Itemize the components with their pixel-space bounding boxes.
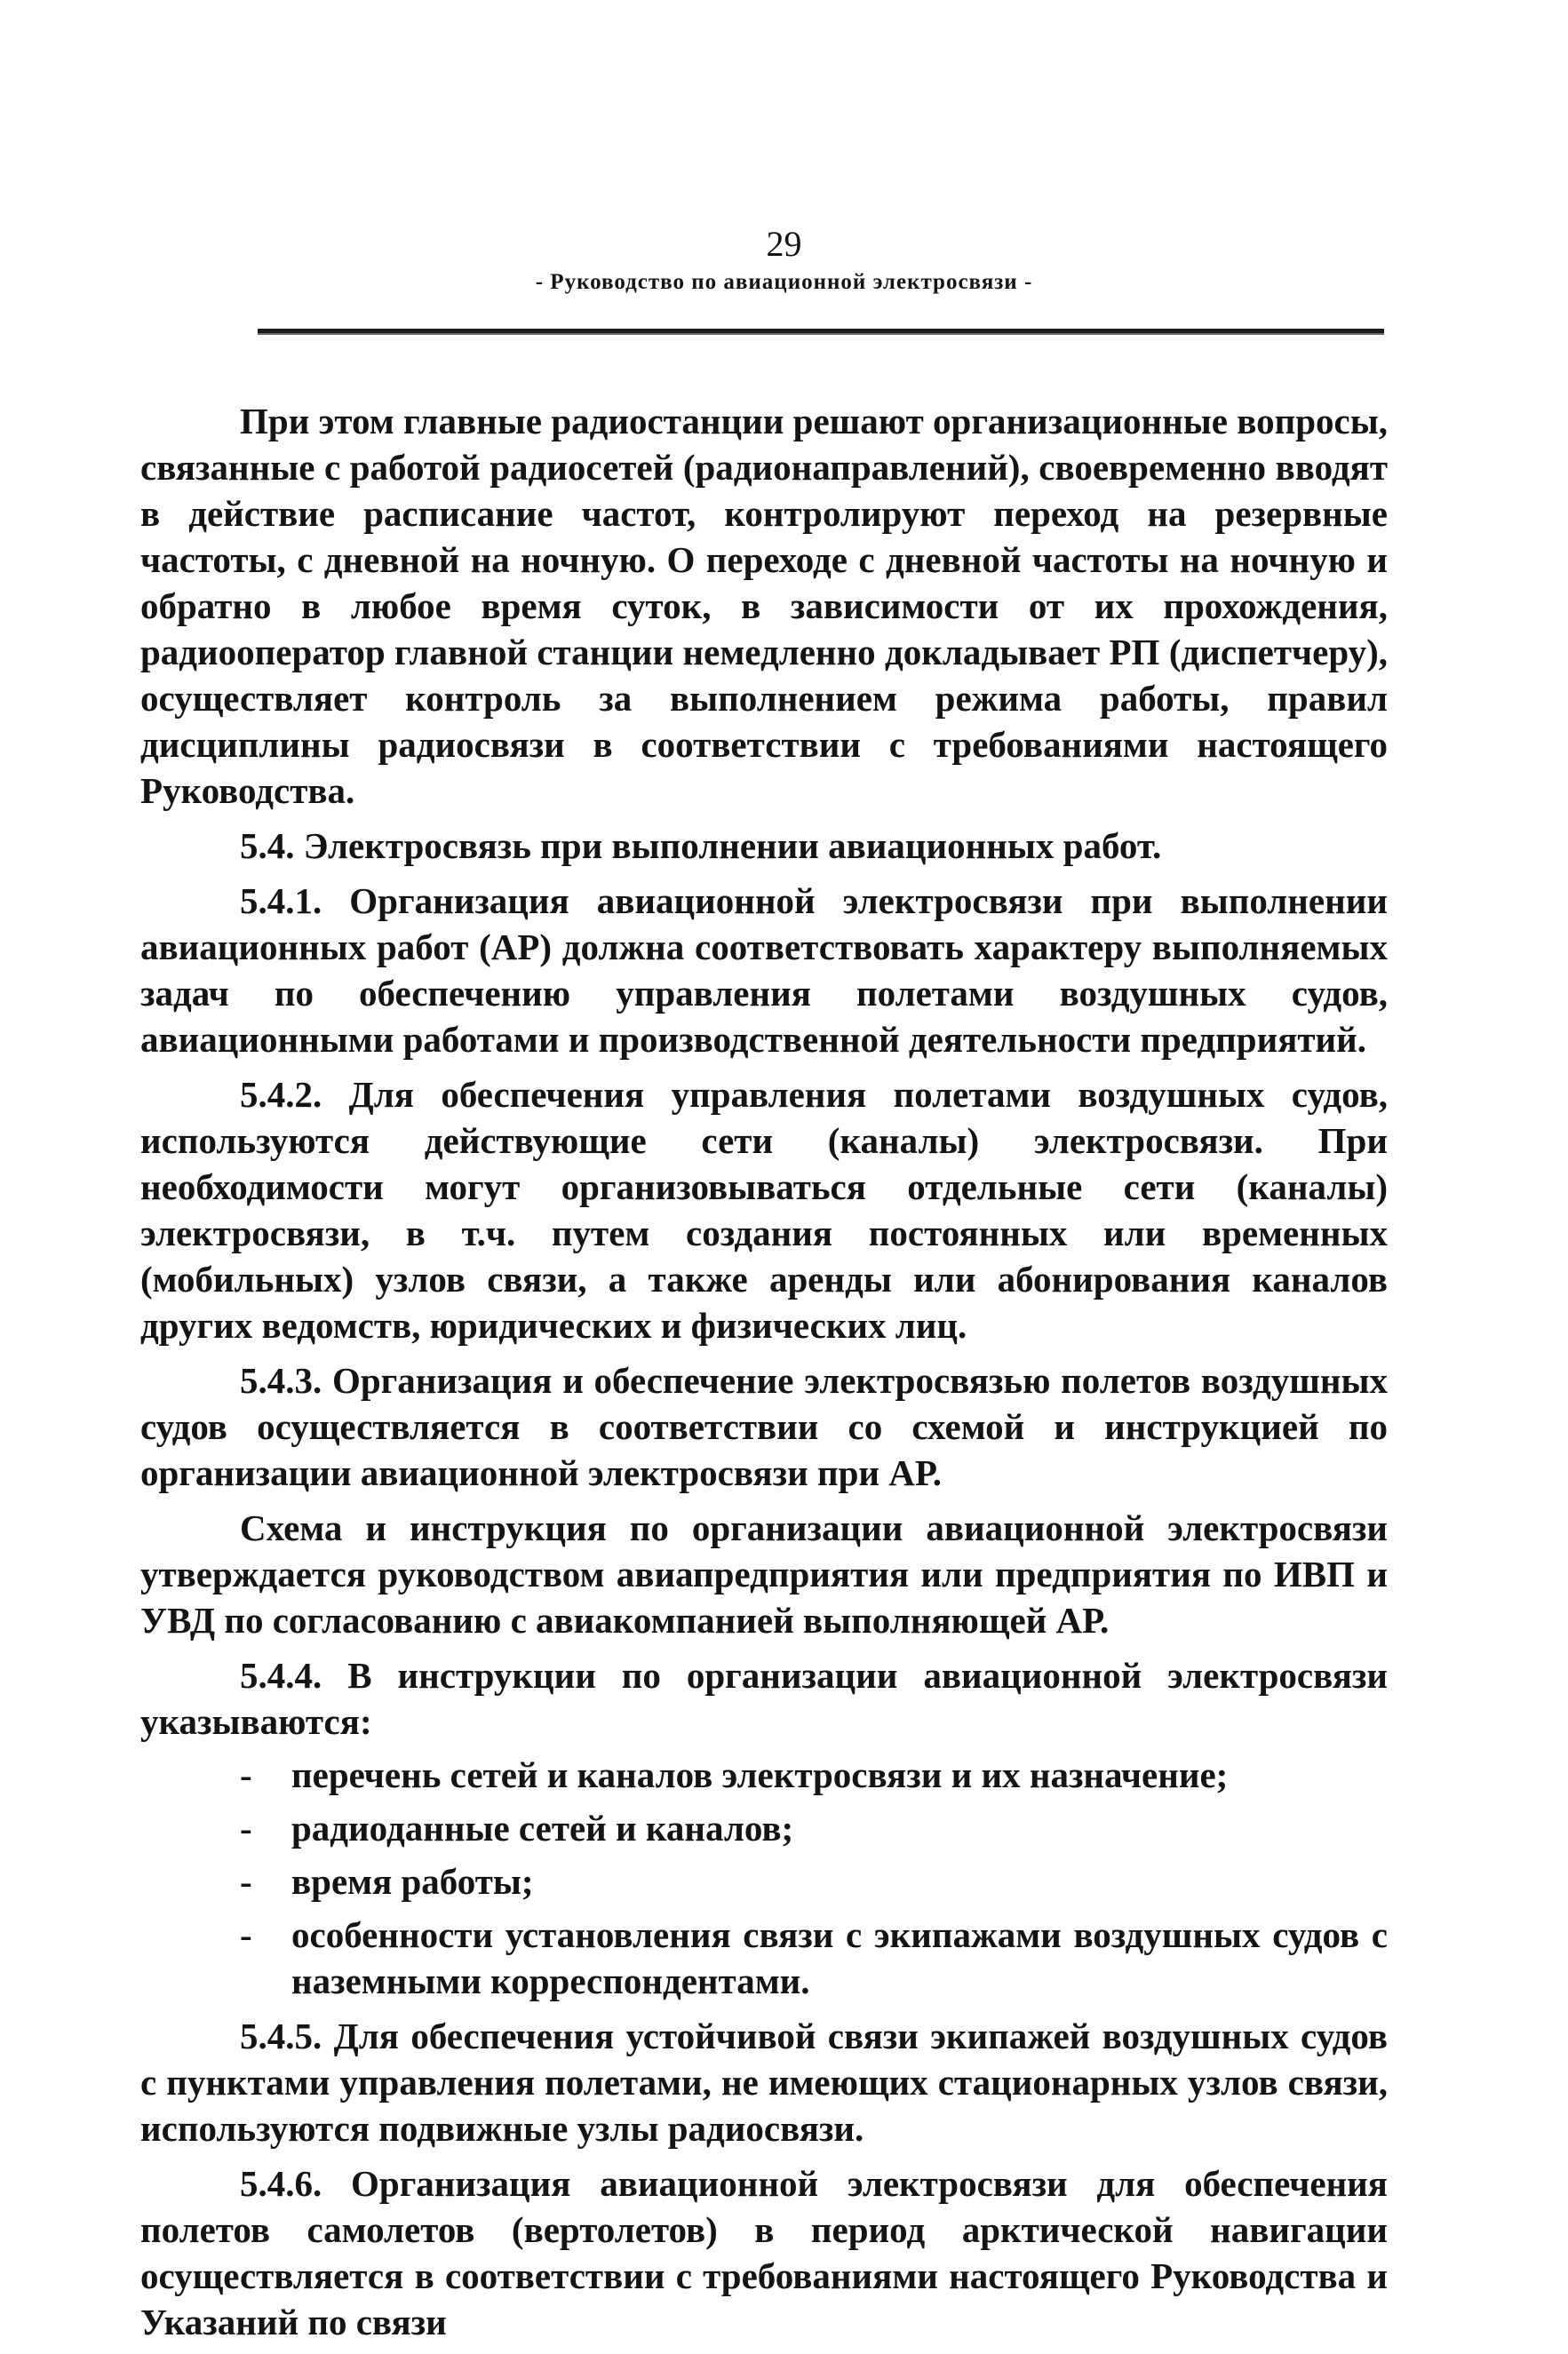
- list-item: [140, 1805, 1388, 1851]
- paragraph-5-4-3: 5.4.3. Организация и обеспечение электросвязью полетов воздушных судов осуществляется в соответствии со схемой и инструкцией по организации авиационной электросвязи при АР.: [140, 1360, 1388, 1493]
- list-item: [140, 1858, 1388, 1905]
- list-dash: -: [240, 1914, 252, 1955]
- header-rule: [258, 329, 1384, 335]
- paragraph-5-4-4: 5.4.4. В инструкции по организации авиационной электросвязи указываются:: [140, 1655, 1388, 1742]
- page-number: 29: [766, 224, 802, 264]
- list-item-text: особенности установления связи с экипажами воздушных судов с наземными корреспондентами.: [291, 1914, 1388, 2001]
- paragraph-5-4-6: 5.4.6. Организация авиационной электросвязи для обеспечения полетов самолетов (вертолетов) в период арктической навигации осуществляется в соответствии с требованиями настоящего Руководства и Указаний по связи: [140, 2163, 1388, 2342]
- paragraph-main-radio-stations: При этом главные радиостанции решают организационные вопросы, связанные с работой радиосетей (радионаправлений), своевременно вводят в действие расписание частот, контролируют переход на резервные частоты, с дневной на ночную. О переходе с дневной частоты на ночную и обратно в любое время суток, в зависимости от их прохождения, радиооператор главной станции немедленно докладывает РП (диспетчеру), осуществляет контроль за выполнением режима работы, правил дисциплины радиосвязи в соответствии с требованиями настоящего Руководства.: [140, 401, 1388, 811]
- list-item: [140, 1912, 1388, 2004]
- list-item-text: перечень сетей и каналов электросвязи и их назначение;: [291, 1754, 1229, 1795]
- document-body: [140, 398, 1388, 2354]
- list-item: [140, 1752, 1388, 1798]
- paragraph-5-4-5: 5.4.5. Для обеспечения устойчивой связи экипажей воздушных судов с пунктами управления полетами, не имеющих стационарных узлов связи, используются подвижные узлы радиосвязи.: [140, 2016, 1388, 2149]
- list-dash: -: [240, 1861, 252, 1902]
- paragraph-5-4-1: 5.4.1. Организация авиационной электросвязи при выполнении авиационных работ (АР) должна соответствовать характеру выполняемых задач по обеспечению управления полетами воздушных судов, авиационными работами и производственной деятельности предприятий.: [140, 880, 1388, 1060]
- paragraph-scheme-approval: Схема и инструкция по организации авиационной электросвязи утверждается руководством авиапредприятия или предприятия по ИВП и УВД по согласованию с авиакомпанией выполняющей АР.: [140, 1507, 1388, 1641]
- section-heading-5-4: 5.4. Электросвязь при выполнении авиационных работ.: [240, 825, 1162, 866]
- list-dash: -: [240, 1808, 252, 1849]
- list-item-text: радиоданные сетей и каналов;: [291, 1808, 794, 1849]
- instruction-contents-list: [140, 1752, 1388, 2004]
- paragraph-5-4-2: 5.4.2. Для обеспечения управления полетами воздушных судов, используются действующие сети (каналы) электросвязи. При необходимости могут организовываться отдельные сети (каналы) электросвязи, в т.ч. путем создания постоянных или временных (мобильных) узлов связи, а также аренды или абонирования каналов других ведомств, юридических и физических лиц.: [140, 1074, 1388, 1346]
- list-dash: -: [240, 1754, 252, 1795]
- running-title: - Руководство по авиационной электросвязи -: [535, 270, 1033, 294]
- list-item-text: время работы;: [291, 1861, 534, 1902]
